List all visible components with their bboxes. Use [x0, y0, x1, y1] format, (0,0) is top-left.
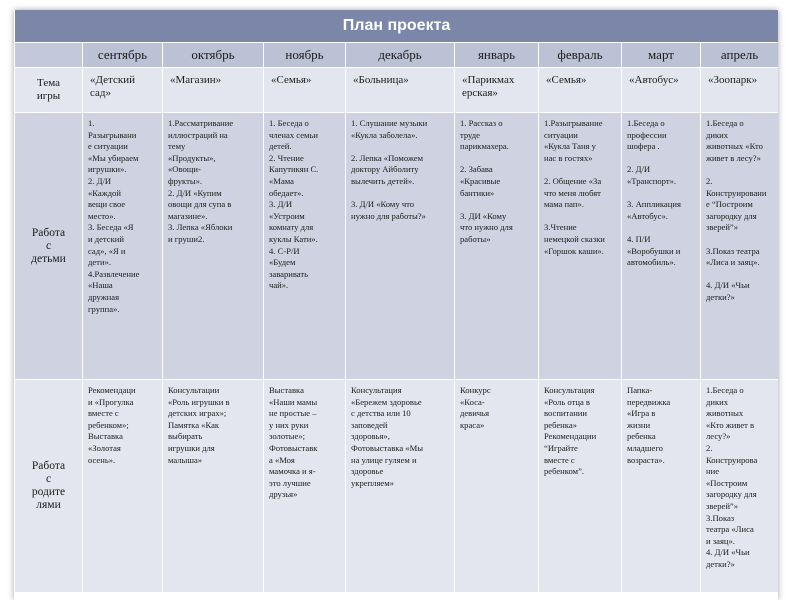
table-cell: «Автобус»	[622, 68, 701, 113]
table-cell: Консультация «Бережем здоровье с детства или 10 заповедей здоровья», Фотовыставка «Мы на улице гуляем и здоровье укрепляем»	[346, 380, 455, 593]
month-header: март	[622, 43, 701, 68]
month-header: октябрь	[163, 43, 264, 68]
table-cell: Консультация «Роль отца в воспитании ребенка» Рекомендации “Играйте вместе с ребенком”.	[539, 380, 622, 593]
table-row-work-with-children	[15, 113, 779, 380]
table-cell: Папка- передвижка «Игра в жизни ребенка младшего возраста».	[622, 380, 701, 593]
table-cell: Конкурс «Коса- девичья краса»	[455, 380, 539, 593]
month-header: апрель	[701, 43, 779, 68]
table-cell: Выставка «Наши мамы не простые – у них руки золотые»; Фотовыставк а «Моя мамочка и я- это лучшие друзья»	[264, 380, 346, 593]
month-header: сентябрь	[83, 43, 163, 68]
table-cell: Консультации «Роль игрушки в детских играх»; Памятка «Как выбирать игрушки для малыша»	[163, 380, 264, 593]
table-cell: «Детский сад»	[83, 68, 163, 113]
table-cell: 1. Беседа о членах семьи детей. 2. Чтение Капутикян С. «Мама обедает». 3. Д/И «Устроим комнату для куклы Кати». 4. С-Р/И «Будем заваривать чай».	[264, 113, 346, 380]
table-row-work-with-parents	[15, 380, 779, 593]
table-cell: 1. Рассказ о труде парикмахера. 2. Забава «Красивые бантики» 3. ДИ «Кому что нужно для работы»	[455, 113, 539, 380]
table-cell: «Больница»	[346, 68, 455, 113]
month-header: февраль	[539, 43, 622, 68]
table-cell: 1. Разыгрывани е ситуации «Мы убираем игрушки». 2. Д/И «Каждой вещи свое место». 3. Беседа «Я и детский сад», «Я и дети». 4.Развлечение «Наша дружная группа».	[83, 113, 163, 380]
table-cell: 1.Беседа о диких животных «Кто живет в лесу?» 2. Конструирова ние «Построим загородку для зверей”» 3.Показ театра «Лиса и заяц». 4. Д/И «Чьи детки?»	[701, 380, 779, 593]
table-row-game-theme	[15, 68, 779, 113]
table-title: План проекта	[15, 10, 779, 43]
table-cell: «Парикмах ерская»	[455, 68, 539, 113]
table-cell: «Семья»	[264, 68, 346, 113]
table-cell: 1.Беседа о диких животных «Кто живет в лесу?» 2. Конструировани е “Построим загородку для зверей”» 3.Показ театра «Лиса и заяц». 4. Д/И «Чьи детки?»	[701, 113, 779, 380]
table-cell: «Зоопарк»	[701, 68, 779, 113]
month-header: декабрь	[346, 43, 455, 68]
table-cell: «Семья»	[539, 68, 622, 113]
header-corner	[15, 43, 83, 68]
project-plan-table	[14, 10, 778, 593]
table-cell: «Магазин»	[163, 68, 264, 113]
table-cell: 1. Слушание музыки «Кукла заболела». 2. Лепка «Поможем доктору Айболиту вылечить детей». 3. Д/И «Кому что нужно для работы?»	[346, 113, 455, 380]
month-header: ноябрь	[264, 43, 346, 68]
table-cell: 1.Разыгрывание ситуации «Кукла Таня у нас в гостях» 2. Общение «За что меня любят мама пап». 3.Чтение немецкой сказки «Горшок каши».	[539, 113, 622, 380]
table-cell: Рекомендаци и «Прогулка вместе с ребенком»; Выставка «Золотая осень».	[83, 380, 163, 593]
table-cell: 1.Рассматривание иллюстраций на тему «Продукты», «Овощи- фрукты». 2. Д/И «Купим овощи для супа в магазине». 3. Лепка «Яблоки и груши2.	[163, 113, 264, 380]
month-header: январь	[455, 43, 539, 68]
row-label: Тема игры	[15, 68, 83, 113]
month-header-row	[15, 43, 779, 68]
project-plan-slide	[14, 10, 778, 600]
row-label: Работа с детьми	[15, 113, 83, 380]
row-label: Работа с родите лями	[15, 380, 83, 593]
table-cell: 1.Беседа о профессии шофера . 2. Д/И «Транспорт». 3. Аппликация «Автобус». 4. П/И «Воробушки и автомобиль».	[622, 113, 701, 380]
